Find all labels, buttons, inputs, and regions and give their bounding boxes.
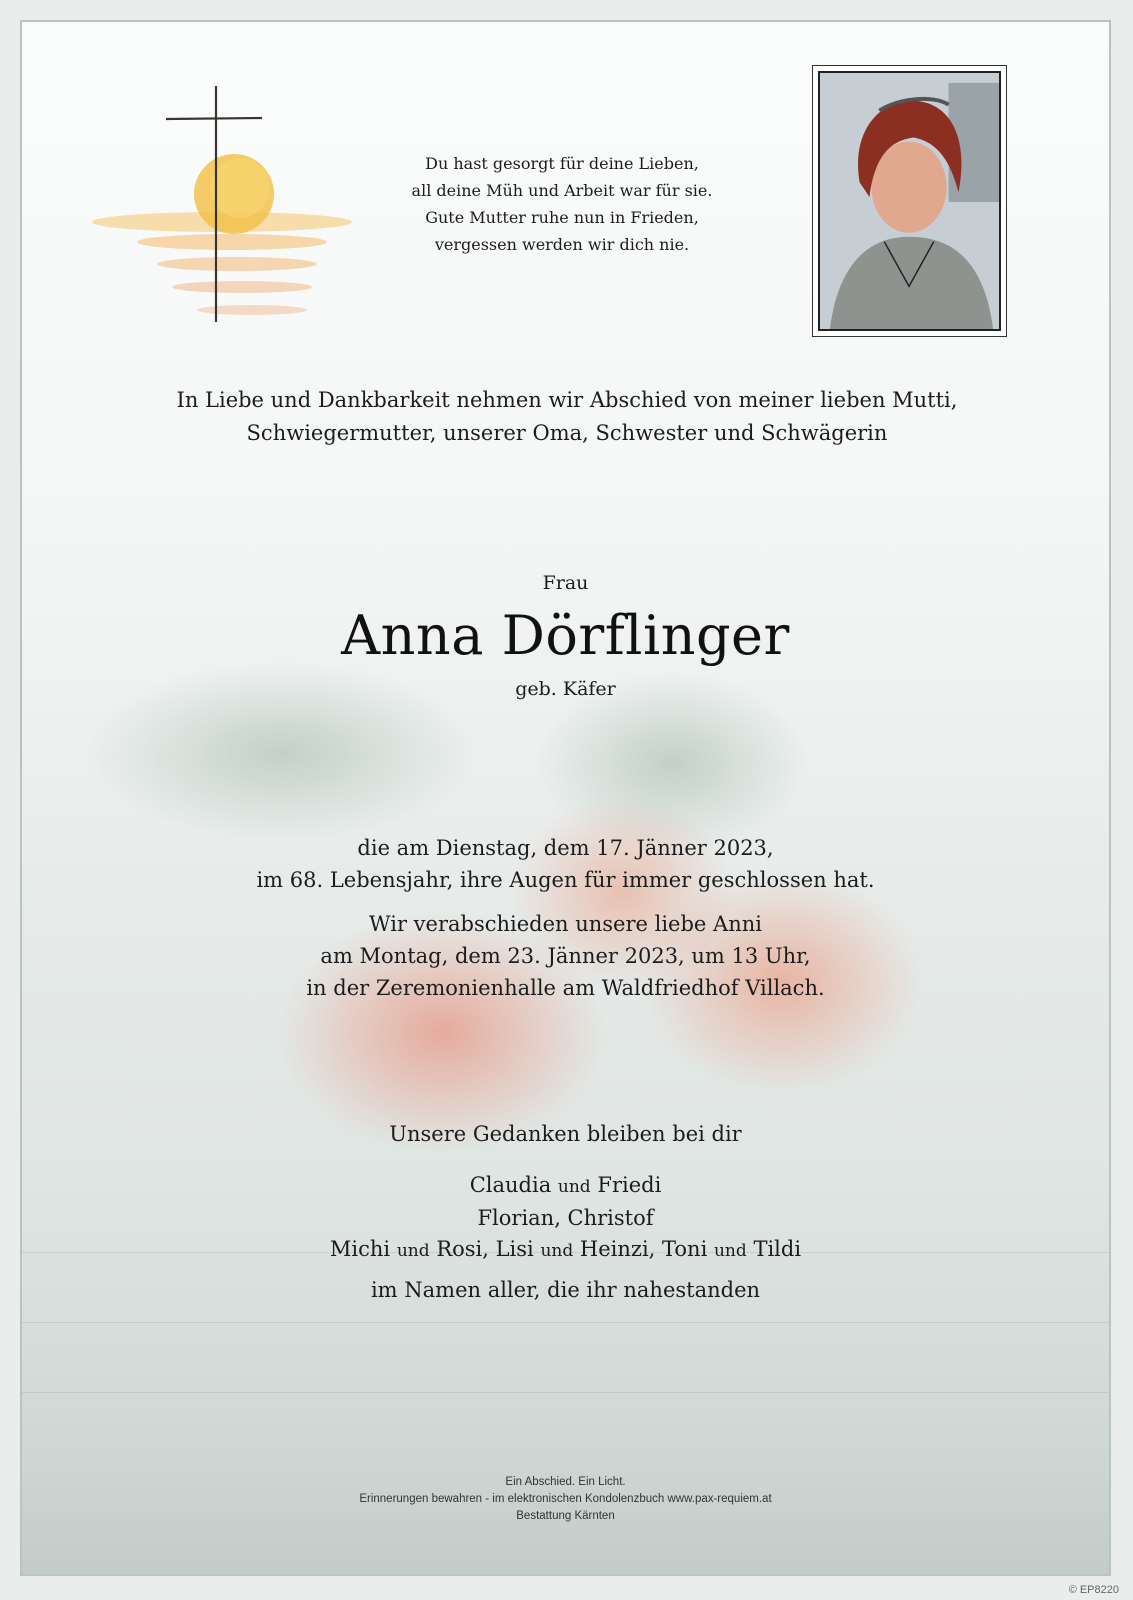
background-book-line — [22, 1392, 1109, 1393]
death-notice — [22, 832, 1109, 896]
farewell-intro — [82, 384, 1052, 450]
funeral-line: Wir verabschieden unsere liebe Anni — [369, 912, 762, 936]
footer — [22, 1474, 1109, 1525]
funeral-line: am Montag, dem 23. Jänner 2023, um 13 Uhr, — [320, 944, 811, 968]
poem-line: vergessen werden wir dich nie. — [434, 235, 690, 254]
cross-sun-emblem — [62, 82, 382, 342]
death-line: die am Dienstag, dem 17. Jänner 2023, — [357, 836, 774, 860]
poem-line: Du hast gesorgt für deine Lieben, — [425, 154, 699, 173]
portrait-photo — [812, 65, 1007, 337]
family-line: Florian, Christof — [477, 1206, 654, 1230]
family-line: Michi und Rosi, Lisi und Heinzi, Toni und Tildi — [329, 1237, 802, 1261]
thoughts-line: Unsere Gedanken bleiben bei dir — [389, 1122, 742, 1146]
template-code: © EP8220 — [1068, 1584, 1119, 1596]
intro-line: Schwiegermutter, unserer Oma, Schwester und Schwägerin — [246, 421, 888, 445]
family-signatures — [22, 1170, 1109, 1267]
footer-slogan: Ein Abschied. Ein Licht. — [505, 1476, 626, 1488]
funeral-line: in der Zeremonienhalle am Waldfriedhof Villach. — [306, 976, 825, 1000]
deceased-name: Anna Dörflinger — [341, 604, 790, 667]
background-book-line — [22, 1322, 1109, 1323]
obituary-page — [20, 20, 1111, 1576]
family-line: Claudia und Friedi — [469, 1173, 662, 1197]
intro-line: In Liebe und Dankbarkeit nehmen wir Abschied von meiner lieben Mutti, — [176, 388, 958, 412]
funeral-notice — [22, 908, 1109, 1004]
death-line: im 68. Lebensjahr, ihre Augen für immer geschlossen hat. — [256, 868, 875, 892]
poem-line: Gute Mutter ruhe nun in Frieden, — [425, 208, 699, 227]
maiden-name: geb. Käfer — [515, 678, 616, 700]
salutation: Frau — [542, 572, 589, 594]
portrait-image — [820, 73, 999, 329]
footer-condolence-link: Erinnerungen bewahren - im elektronischen Kondolenzbuch www.pax-requiem.at — [359, 1493, 772, 1505]
memorial-poem — [392, 150, 732, 258]
footer-funeral-home: Bestattung Kärnten — [516, 1510, 615, 1522]
closing-line: im Namen aller, die ihr nahestanden — [370, 1278, 761, 1302]
poem-line: all deine Müh und Arbeit war für sie. — [411, 181, 713, 200]
